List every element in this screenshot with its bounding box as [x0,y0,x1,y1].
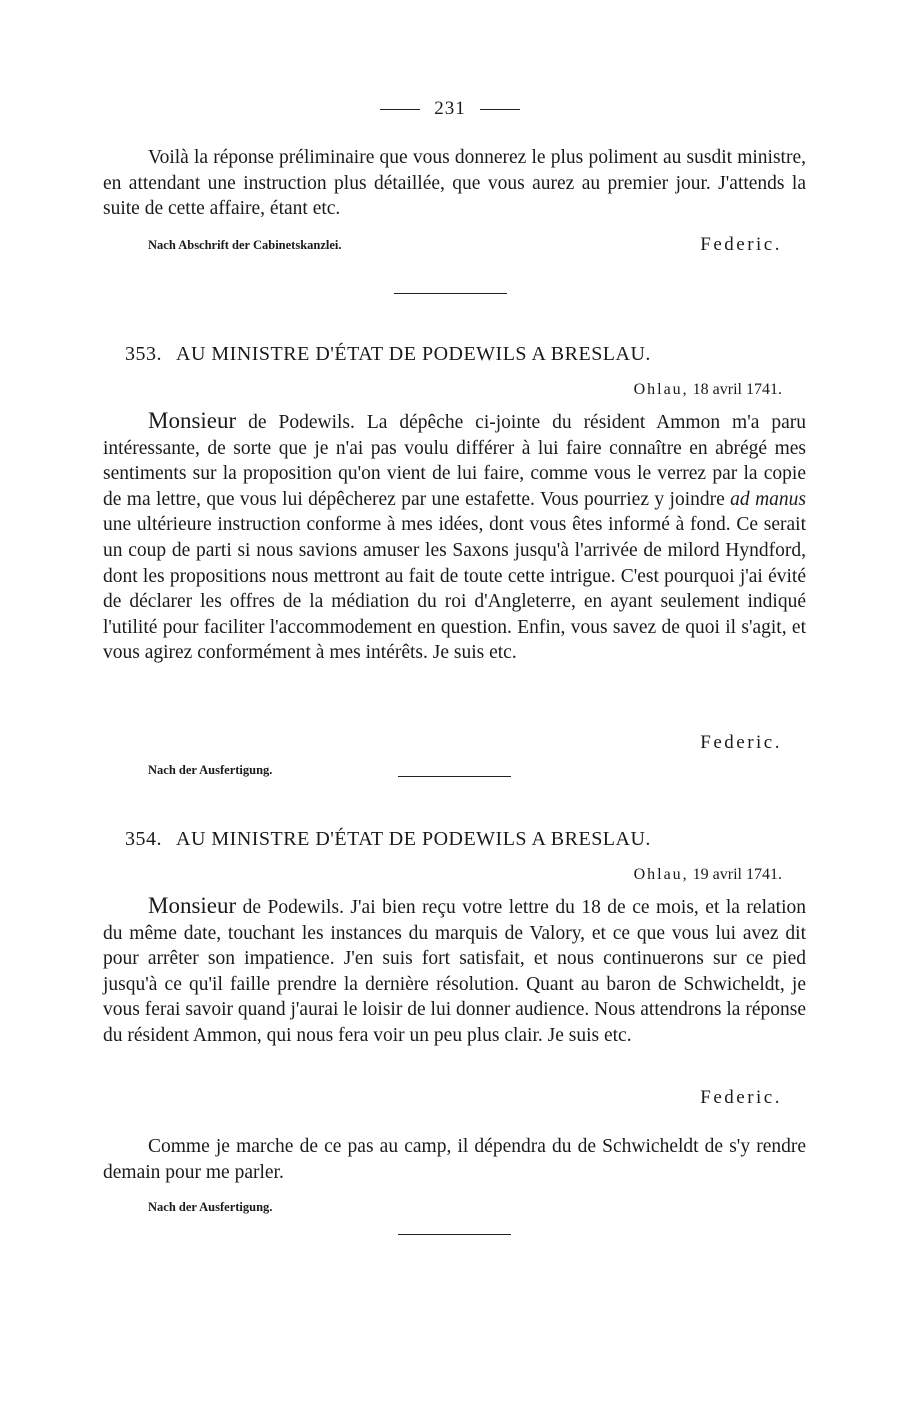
section-divider [398,776,511,777]
letter-353-first-word: Monsieur [148,408,237,433]
letter-354-postscript: Comme je marche de ce pas au camp, il dépendra du de Schwicheldt de s'y rendre demain pour me parler. [103,1136,806,1183]
letter-354-number: 354. [125,828,162,850]
letter-354-title: AU MINISTRE D'ÉTAT DE PODEWILS A BRESLAU. [176,828,651,850]
section-divider [394,293,507,294]
letter-354-date: 19 avril 1741. [692,866,782,883]
page-header [0,98,900,120]
letter-354-dateline [634,866,782,884]
letter-353-body [103,408,806,666]
letter-354-signature: Federic. [700,1087,782,1108]
letter-353-date: 18 avril 1741. [692,381,782,398]
letter-353-dateline [634,381,782,399]
letter-353-place: Ohlau, [633,381,689,398]
letter-354-place: Ohlau, [633,866,689,883]
letter-353-body-part2: une ultérieure instruction conforme à mes idées, dont vous êtes informé à fond. Ce serait un coup de parti si nous savions amuser les Saxons jusqu'à l'arrivée de milord Hyndford, dont les propositions nous mettront au fait de toute cette intrigue. C'est pourquoi j'ai évité de déclarer les offres de la médiation du roi d'Angleterre, en ayant seulement indiqué l'utilité pour faciliter l'accommodement en question. Enfin, vous savez de quoi il s'agit, et vous agirez conformément à mes intérêts. Je suis etc. [103,514,806,664]
letter-353-body-italic: ad manus [730,488,806,510]
section-divider [398,1234,511,1235]
letter-354-body-text: de Podewils. J'ai bien reçu votre lettre du 18 de ce mois, et la relation du même date, touchant les instances du marquis de Valory, et ce que vous lui avez dit pour arrêter son impatience. J'en suis fort satisfait, et nous continuerons sur ce pied jusqu'à ce qu'il faille prendre la dernière résolution. Quant au baron de Schwicheldt, je vous ferai savoir quand j'aurai le loisir de lui donner audience. Nous attendrons la réponse du résident Ammon, qui nous fera voir un peu plus clair. Je suis etc. [103,897,806,1046]
letter-353-title: AU MINISTRE D'ÉTAT DE PODEWILS A BRESLAU. [176,343,651,365]
letter-353-body-part1: de Podewils. La dépêche ci-jointe du résident Ammon m'a paru intéressante, de sorte que je n'ai pas voulu différer à lui faire connaître en abrégé mes sentiments sur la proposition qu'on vient de lui faire, comme vous le verrez par la copie de ma lettre, que vous lui dépêcherez par une estafette. Vous pourriez y joindre [103,412,806,510]
intro-paragraph: Voilà la réponse préliminaire que vous donnerez le plus poliment au susdit ministre, en attendant une instruction plus détaillée, que vous aurez au premier jour. J'attends la suite de cette affaire, étant etc. [103,147,806,220]
letter-354-heading [125,828,815,851]
letter-354-first-word: Monsieur [148,893,237,918]
letter-353-source-note: Nach der Ausfertigung. [148,763,273,777]
letter-353-signature: Federic. [700,732,782,753]
letter-354-body [103,893,806,1049]
header-dash-right [480,109,520,110]
letter-353-heading [125,343,815,366]
letter-353-number: 353. [125,343,162,365]
intro-source-note: Nach Abschrift der Cabinetskanzlei. [148,238,342,252]
header-dash-left [380,109,420,110]
intro-signature: Federic. [700,234,782,255]
page-number: 231 [434,98,466,119]
letter-354-source-note: Nach der Ausfertigung. [148,1200,273,1214]
